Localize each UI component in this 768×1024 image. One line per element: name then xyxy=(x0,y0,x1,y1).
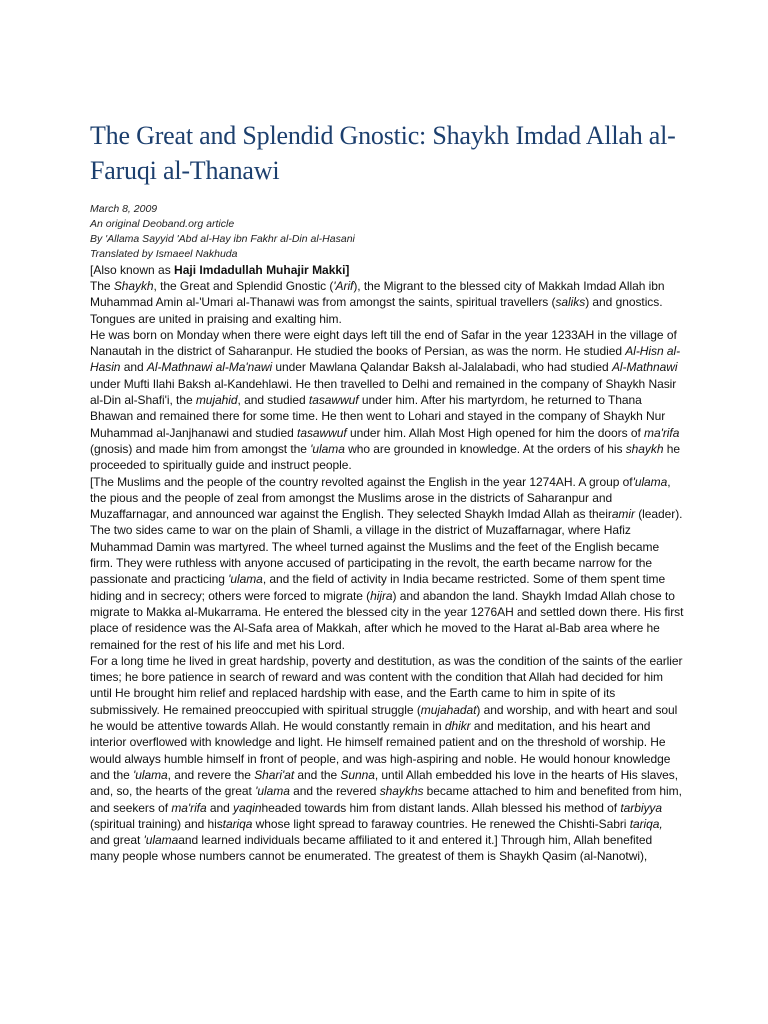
text-run: [The Muslims and the people of the country revolted against the English in the year 1274AH. A group of xyxy=(90,474,633,489)
text-run: headed towards him from distant lands. Allah blessed his method of xyxy=(261,800,621,815)
text-run: under him. Allah Most High opened for him the doors of xyxy=(346,425,645,440)
text-run: , and the field of activity in India became restricted. Some of them spent time hiding and in secrecy; others were forced to migrate ( xyxy=(90,572,666,603)
italic-term: Sunna xyxy=(340,767,375,782)
italic-term: Al-Mathnawi al-Ma'nawi xyxy=(146,360,273,375)
italic-term: yaqin xyxy=(233,800,262,815)
text-run: (spiritual training) and his xyxy=(90,816,223,831)
text-run: and learned individuals became affiliated to it and entered it.] Through him, Allah benefited many people whose numbers cannot be enumerated. The greatest of them is Shaykh Qasim (al-Nanotwi), xyxy=(90,833,653,864)
italic-term: mujahid xyxy=(195,393,238,408)
italic-term: 'ulama xyxy=(143,833,179,848)
italic-term: 'ulama xyxy=(632,474,668,489)
italic-term: dhikr xyxy=(444,719,471,734)
text-run: and great xyxy=(90,833,144,848)
italic-term: tariqa, xyxy=(629,816,663,831)
text-run: and xyxy=(206,800,234,815)
italic-term: mujahadat xyxy=(420,702,477,717)
italic-term: Shari'at xyxy=(254,767,295,782)
italic-term: hijra xyxy=(370,588,393,603)
body-paragraph xyxy=(90,474,684,653)
page-title: The Great and Splendid Gnostic: Shaykh Imdad Allah al-Faruqi al-Thanawi xyxy=(90,121,676,185)
italic-term: 'ulama xyxy=(132,767,168,782)
text-run: he proceeded to spiritually guide and instruct people. xyxy=(90,441,680,473)
aka-name: Haji Imdadullah Muhajir Makki] xyxy=(174,263,350,277)
text-run: and meditation, and his heart and interior overflowed with knowledge and light. He himself remained patient and on the threshold of worship. He would always humble himself in front of people, and was high-aspiring and noble. He would honour knowledge and the xyxy=(90,719,671,782)
text-run: and the xyxy=(294,767,341,782)
body-paragraph xyxy=(90,278,684,327)
text-run: ), the Migrant to the blessed city of Makkah Imdad Allah ibn Muhammad Amin al-'Umari al-Thanawi was from amongst the saints, spiritual travellers ( xyxy=(90,279,665,310)
article-author: By 'Allama Sayyid 'Abd al-Hay ibn Fakhr al-Din al-Hasani xyxy=(90,233,355,245)
text-run: ) and abandon the land. Shaykh Imdad Allah chose to migrate to Makka al-Mukarrama. He entered the blessed city in the year 1276AH and settled down there. His first place of residence was the Al-Safa area of Makkah, after which he moved to the Harat al-Bab area where he remained for the rest of his life and met his Lord. xyxy=(90,588,684,652)
text-run: (gnosis) and made him from amongst the xyxy=(90,441,311,456)
body-paragraph xyxy=(90,653,684,865)
text-run: , the Great and Splendid Gnostic ( xyxy=(153,279,334,293)
also-known-as xyxy=(90,262,684,278)
text-run: He was born on Monday when there were eight days left till the end of Safar in the year 1233AH in the village of Nanautah in the district of Saharanpur. He studied the books of Persian, as was the norm. He studied xyxy=(90,327,677,359)
text-run: , and studied xyxy=(237,393,309,408)
text-run: who are grounded in knowledge. At the orders of his xyxy=(344,441,626,456)
italic-term: 'ulama xyxy=(255,784,290,799)
text-run: and the revered xyxy=(289,784,380,799)
body-paragraph xyxy=(90,327,684,474)
text-run: ) and worship, and with heart and soul he would be attentive towards Allah. He would constantly remain in xyxy=(90,702,678,734)
article xyxy=(90,0,684,865)
italic-term: amir xyxy=(611,507,635,522)
italic-term: shaykh xyxy=(625,441,664,456)
aka-prefix: [Also known as xyxy=(90,263,175,277)
italic-term: tariqa xyxy=(222,816,253,831)
italic-term: saliks xyxy=(555,295,586,310)
italic-term: 'Arif xyxy=(333,279,354,293)
italic-term: Al-Hisn al-Hasin xyxy=(90,344,681,375)
text-run: ) and gnostics. Tongues are united in praising and exalting him. xyxy=(90,295,663,326)
text-run: under him. After his martyrdom, he returned to Thana Bhawan and remained there for some time. He then went to Lohari and stayed in the company of Shaykh Nur Muhammad al-Janjhanawi and studied xyxy=(90,393,666,440)
article-source: An original Deoband.org article xyxy=(90,218,235,230)
text-run: whose light spread to faraway countries. He renewed the Chishti-Sabri xyxy=(252,816,630,831)
text-run: and xyxy=(120,360,147,375)
text-run: , until Allah embedded his love in the hearts of His slaves, and, so, the hearts of the great xyxy=(90,767,679,799)
italic-term: tarbiyya xyxy=(620,800,662,815)
italic-term: Shaykh xyxy=(113,279,154,293)
italic-term: ma'rifa xyxy=(171,800,207,815)
italic-term: tasawwuf xyxy=(308,393,359,408)
article-meta xyxy=(90,202,684,262)
italic-term: Al-Mathnawi xyxy=(611,360,678,375)
italic-term: shaykhs xyxy=(379,784,424,799)
article-date: March 8, 2009 xyxy=(90,203,158,215)
text-run: under Mawlana Qalandar Baksh al-Jalalabadi, who had studied xyxy=(272,360,612,375)
italic-term: ma'rifa xyxy=(644,425,680,440)
text-run: The xyxy=(90,279,114,293)
italic-term: tasawwuf xyxy=(297,425,347,440)
italic-term: 'ulama xyxy=(228,572,263,587)
text-run: , the pious and the people of zeal from amongst the Muslims arose in the districts of Saharanpur and Muzaffarnagar, and announced war against the English. They selected Shaykh Imdad Allah as their xyxy=(90,474,671,522)
text-run: became attached to him and benefited from him, and seekers of xyxy=(90,784,682,815)
article-translator: Translated by Ismaeel Nakhuda xyxy=(90,248,238,260)
article-body xyxy=(90,278,684,865)
text-run: , and revere the xyxy=(167,767,255,782)
text-run: under Mufti Ilahi Baksh al-Kandehlawi. He then travelled to Delhi and remained in the company of Shaykh Nasir al-Din al-Shafi'i, the xyxy=(90,376,677,408)
italic-term: 'ulama xyxy=(310,441,345,456)
text-run: (leader). The two sides came to war on the plain of Shamli, a village in the district of Muzaffarnagar, where Hafiz Muhammad Damin was martyred. The wheel turned against the Muslims and the feet of the English became firm. They were ruthless with anyone accused of participating in the revolt, the earth became narrow for the passionate and practicing xyxy=(90,507,683,587)
text-run: For a long time he lived in great hardship, poverty and destitution, as was the condition of the saints of the earlier times; he bore patience in search of reward and was content with the condition that Allah had decided for him until He brought him relief and replaced hardship with ease, and the Earth came to him in spite of its submissively. He remained preoccupied with spiritual struggle ( xyxy=(90,653,683,717)
